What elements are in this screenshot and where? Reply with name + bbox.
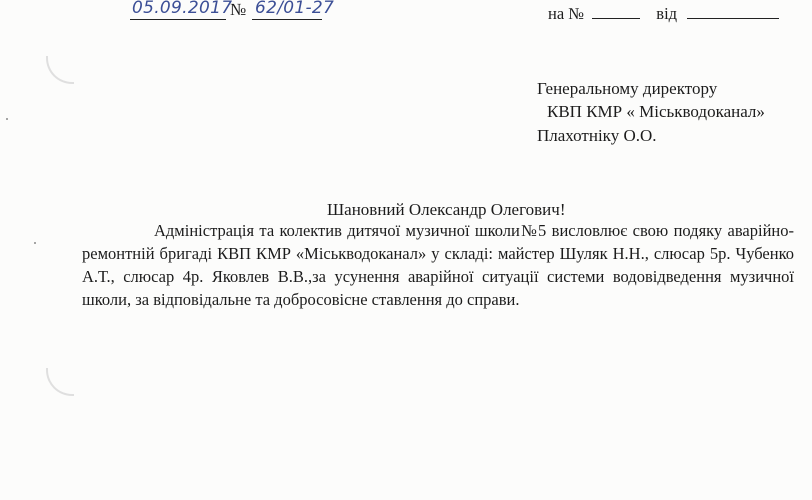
- addressee-name: Плахотніку О.О.: [537, 126, 657, 145]
- hole-punch-mark: [46, 368, 74, 396]
- outgoing-number: 62/01-27: [255, 0, 335, 18]
- incoming-number-blank: [592, 4, 640, 19]
- hole-punch-mark: [46, 56, 74, 84]
- incoming-date-blank: [687, 4, 779, 19]
- addressee-title: Генеральному директору: [537, 79, 718, 98]
- addressee-organization: КВП КМР « Міськводоканал»: [547, 102, 765, 121]
- incoming-from-label: від: [656, 4, 678, 23]
- scan-speck: [6, 118, 8, 120]
- incoming-prefix: на №: [548, 4, 585, 23]
- outgoing-date: 05.09.2017: [132, 0, 233, 18]
- scan-speck: [34, 242, 36, 244]
- date-underline: [130, 19, 226, 20]
- incoming-reference: [548, 4, 779, 24]
- number-sign: №: [230, 0, 247, 19]
- letter-body: Адміністрація та колектив дитячої музичної школи№5 висловлює свою подяку аварійно-ремонтній бригаді КВП КМР «Міськводоканал» у складі: майстер Шуляк Н.Н., слюсар 5р. Чубенко А.Т., слюсар 4р. Яковлев В.В.,за усунення аварійної ситуації системи водовідведення музичної школи, за відповідальне та добросовісне ставлення до справи.: [82, 221, 794, 309]
- number-underline: [252, 19, 322, 20]
- salutation: Шановний Олександр Олегович!: [327, 200, 566, 219]
